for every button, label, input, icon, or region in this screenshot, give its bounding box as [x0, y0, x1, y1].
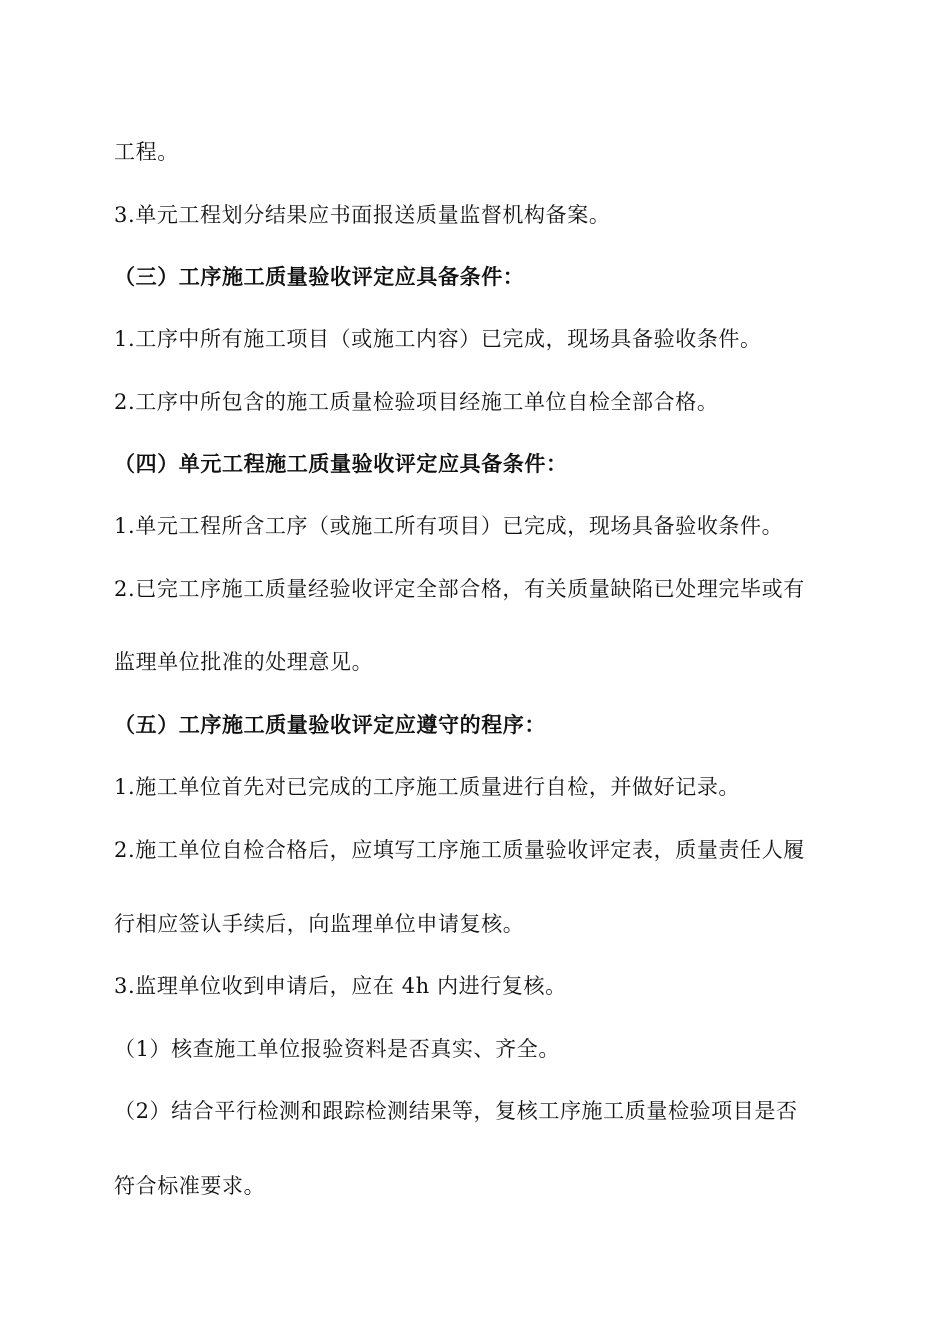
paragraph-line: 3.监理单位收到申请后，应在 4h 内进行复核。 [114, 974, 567, 998]
paragraph-line: 行相应签认手续后，向监理单位申请复核。 [114, 912, 525, 936]
paragraph-line: 2.工序中所包含的施工质量检验项目经施工单位自检全部合格。 [114, 390, 719, 414]
section-heading: （四）单元工程施工质量验收评定应具备条件： [114, 451, 568, 476]
paragraph-line: 3.单元工程划分结果应书面报送质量监督机构备案。 [114, 203, 611, 227]
paragraph-line: （2）结合平行检测和跟踪检测结果等，复核工序施工质量检验项目是否 [114, 1099, 798, 1123]
paragraph-line: 工程。 [114, 140, 179, 164]
paragraph-line: 2.施工单位自检合格后，应填写工序施工质量验收评定表，质量责任人履 [114, 838, 805, 862]
paragraph-line: （1）核查施工单位报验资料是否真实、齐全。 [114, 1037, 560, 1061]
paragraph-line: 1.单元工程所含工序（或施工所有项目）已完成，现场具备验收条件。 [114, 514, 784, 538]
paragraph-line: 监理单位批准的处理意见。 [114, 650, 374, 674]
section-heading: （五）工序施工质量验收评定应遵守的程序： [114, 712, 546, 737]
paragraph-line: 符合标准要求。 [114, 1174, 266, 1198]
section-heading: （三）工序施工质量验收评定应具备条件： [114, 264, 525, 289]
paragraph-line: 1.施工单位首先对已完成的工序施工质量进行自检，并做好记录。 [114, 775, 741, 799]
paragraph-line: 2.已完工序施工质量经验收评定全部合格，有关质量缺陷已处理完毕或有 [114, 577, 805, 601]
paragraph-line: 1.工序中所有施工项目（或施工内容）已完成，现场具备验收条件。 [114, 327, 762, 351]
